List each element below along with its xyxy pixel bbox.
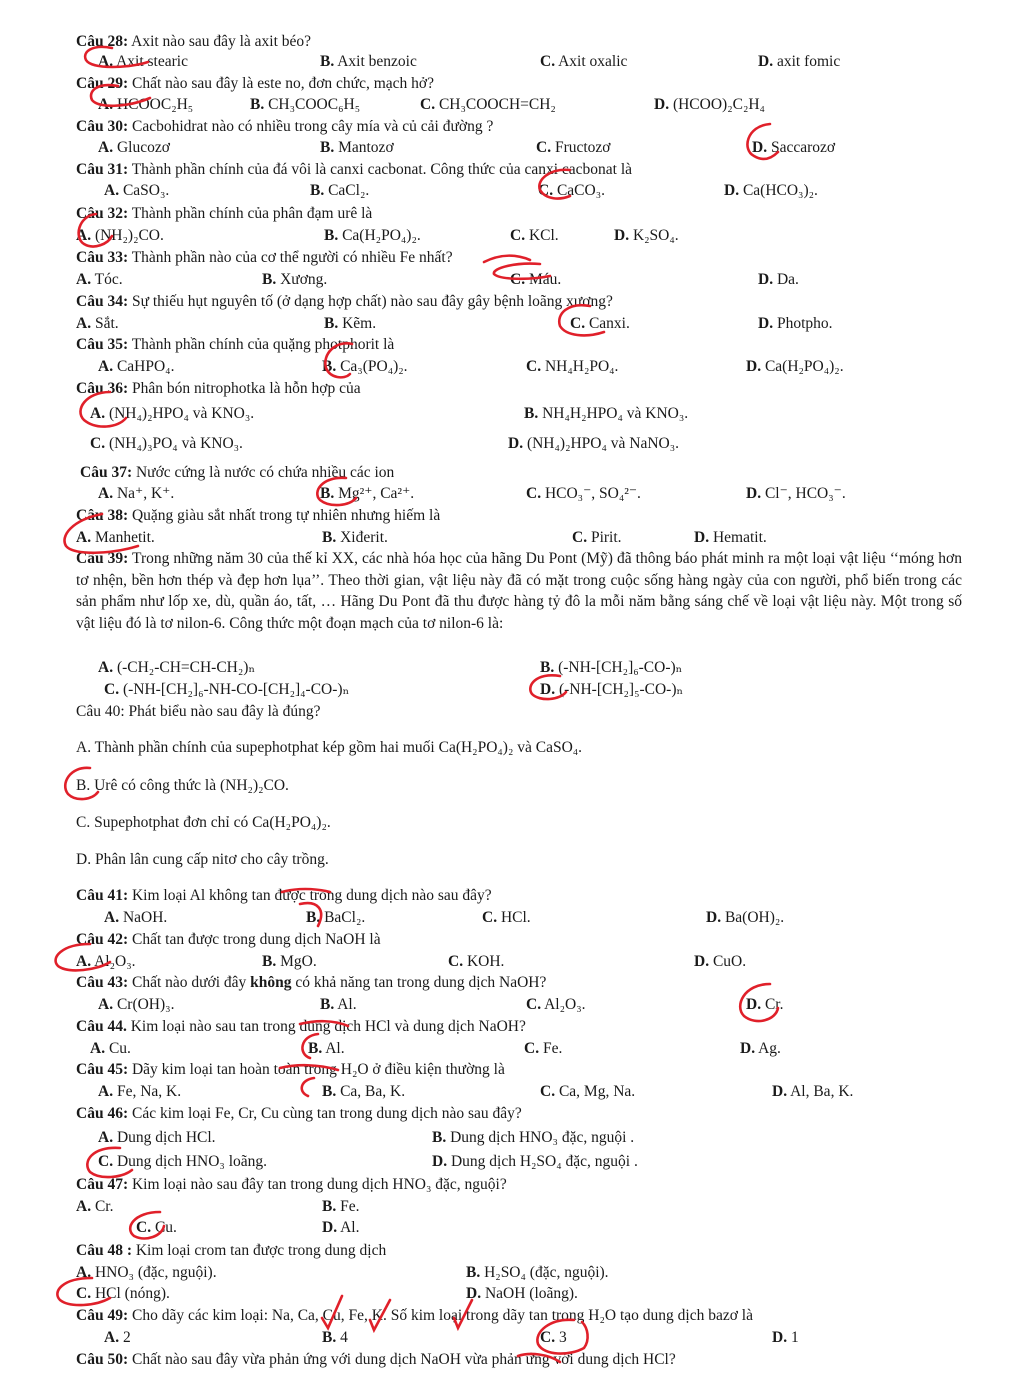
- option-a[interactable]: A. 2: [104, 1329, 131, 1346]
- option-c[interactable]: C. Cu.: [136, 1219, 177, 1236]
- option-b[interactable]: B. Al.: [320, 996, 357, 1013]
- option-c[interactable]: C. HCl.: [482, 909, 531, 926]
- option-b[interactable]: B. Ca(H₂PO₄)₂.: [324, 227, 421, 244]
- option-b[interactable]: B. CH₃COOC₆H₅: [250, 96, 361, 113]
- question-text: Axit nào sau đây là axit béo?: [128, 33, 312, 50]
- option-a[interactable]: A. CaHPO₄.: [98, 358, 175, 375]
- option-c[interactable]: C. Máu.: [510, 271, 562, 288]
- option-b[interactable]: B. CaCl₂.: [310, 182, 370, 199]
- question-label: Câu 28:: [76, 33, 129, 50]
- option-d[interactable]: D. Ba(OH)₂.: [706, 909, 785, 926]
- option-d[interactable]: D. Da.: [758, 271, 799, 288]
- underline-q33: [484, 256, 530, 262]
- option-d[interactable]: D. Dung dịch H₂SO₄ đặc, nguội .: [432, 1153, 638, 1170]
- option-c[interactable]: C. KOH.: [448, 953, 505, 970]
- option-d[interactable]: D. CuO.: [694, 953, 747, 970]
- option-a[interactable]: A. Al₂O₃.: [76, 953, 136, 970]
- option-a[interactable]: A. HNO₃ (đặc, nguội).: [76, 1264, 217, 1281]
- option-d[interactable]: D. axit fomic: [758, 53, 841, 70]
- option-c[interactable]: C. Axit oxalic: [540, 53, 628, 70]
- option-d[interactable]: D. Al, Ba, K.: [772, 1083, 854, 1100]
- option-b[interactable]: B. Mantozơ: [320, 139, 394, 156]
- option-a[interactable]: A. Cu.: [90, 1040, 131, 1057]
- option-c[interactable]: C. Dung dịch HNO₃ loãng.: [98, 1153, 268, 1170]
- option-d[interactable]: D. Ca(HCO₃)₂.: [724, 182, 818, 199]
- question-39: Câu 39: Trong những năm 30 của thế kỉ XX, các nhà hóa học của hãng Du Pont (Mỹ) đã thông báo phát minh ra một loại vật liệu ‘‘móng hơn tơ nhện, bền hơn thép và đẹp hơn lụa’’. Theo thời gian, vật liệu này đã có mặt trong cuộc sống hàng ngày của con người, phổ biến trong các sản phẩm như lốp xe, dù, quần áo, tất, … Hãng Du Pont đã thu được hàng tỷ đô la mỗi năm bằng sáng chế về loại vật liệu này. Một trong số vật liệu đó là tơ nilon-6. Công thức một đoạn mạch của tơ nilon-6 là:: [76, 550, 962, 632]
- option-d[interactable]: D. (NH₄)₂HPO₄ và NaNO₃.: [508, 435, 680, 452]
- option-a[interactable]: A. CaSO₃.: [104, 182, 170, 199]
- option-b[interactable]: B. NH₄H₂HPO₄ và KNO₃.: [524, 405, 689, 422]
- option-b[interactable]: B. Fe.: [322, 1198, 360, 1215]
- option-c[interactable]: C. Canxi.: [570, 315, 630, 332]
- option-d[interactable]: D. Ag.: [740, 1040, 781, 1057]
- option-b[interactable]: B. (-NH-[CH₂]₆-CO-)ₙ: [540, 659, 683, 676]
- emphasis-not: không: [250, 974, 292, 991]
- option-a[interactable]: A. Tóc.: [76, 271, 123, 288]
- option-b[interactable]: B. Ca, Ba, K.: [322, 1083, 406, 1100]
- option-a[interactable]: A. (NH₄)₂HPO₄ và KNO₃.: [90, 405, 255, 422]
- option-a[interactable]: A. Cr.: [76, 1198, 114, 1215]
- option-d[interactable]: D. (HCOO)₂C₂H₄: [654, 96, 765, 113]
- option-a[interactable]: A. Axit stearic: [98, 53, 188, 70]
- option-a[interactable]: A. Fe, Na, K.: [98, 1083, 182, 1100]
- option-c[interactable]: C. (-NH-[CH₂]₆-NH-CO-[CH₂]₄-CO-)ₙ: [104, 681, 350, 698]
- option-b[interactable]: B. BaCl₂.: [306, 909, 366, 926]
- option-b[interactable]: B. Xương.: [262, 271, 328, 288]
- option-b[interactable]: B. Al.: [308, 1040, 345, 1057]
- option-c[interactable]: C. HCl (nóng).: [76, 1285, 170, 1302]
- option-c[interactable]: C. Al₂O₃.: [526, 996, 586, 1013]
- option-d[interactable]: D. Cl⁻, HCO₃⁻.: [746, 485, 846, 502]
- option-b[interactable]: B. Ca₃(PO₄)₂.: [322, 358, 408, 375]
- option-b[interactable]: B. MgO.: [262, 953, 317, 970]
- option-c[interactable]: C. NH₄H₂PO₄.: [526, 358, 619, 375]
- option-c[interactable]: C. (NH₄)₃PO₄ và KNO₃.: [90, 435, 243, 452]
- option-d[interactable]: D. Photpho.: [758, 315, 833, 332]
- option-a[interactable]: A. Glucozơ: [98, 139, 170, 156]
- option-d[interactable]: D. Ca(H₂PO₄)₂.: [746, 358, 844, 375]
- option-b[interactable]: B. Xiđerit.: [322, 529, 388, 546]
- option-c[interactable]: C. Ca, Mg, Na.: [540, 1083, 636, 1100]
- option-b[interactable]: B. 4: [322, 1329, 348, 1346]
- option-d[interactable]: D. Hematit.: [694, 529, 767, 546]
- option-a[interactable]: A. Sắt.: [76, 315, 119, 332]
- option-a[interactable]: A. HCOOC₂H₅: [98, 96, 194, 113]
- option-b[interactable]: B. Kẽm.: [324, 315, 377, 332]
- option-a[interactable]: A. Dung dịch HCl.: [98, 1129, 216, 1146]
- option-c[interactable]: C. Pirit.: [572, 529, 622, 546]
- option-c[interactable]: C. HCO₃⁻, SO₄²⁻.: [526, 485, 641, 502]
- option-a[interactable]: A. NaOH.: [104, 909, 168, 926]
- option-d[interactable]: D. (-NH-[CH₂]₅-CO-)ₙ: [540, 681, 684, 698]
- option-b[interactable]: B. H₂SO₄ (đặc, nguội).: [466, 1264, 609, 1281]
- option-c[interactable]: C. CaCO₃.: [538, 182, 605, 199]
- option-a[interactable]: A. (NH₂)₂CO.: [76, 227, 164, 244]
- exam-page: Câu 28: Axit nào sau đây là axit béo? A. Axit stearic B. Axit benzoic C. Axit oxalic D. axit fomic Câu 29: Chất nào sau đây là este no, đơn chức, mạch hở? A. HCOOC₂H₅ B. CH₃COOC₆H₅ C. CH₃COOCH=CH₂ D. (HCOO)₂C₂H₄ Câu 30: Cacbohidrat nào có nhiều trong cây mía và củ cải đường ? A. Glucozơ B. Mantozơ C. Fructozơ D. Saccarozơ Câu 31: Thành phần chính của đá vôi là canxi cacbonat. Công thức của canxi cacbonat là A. CaSO₃. B. CaCl₂. C. CaCO₃. D. Ca(HCO₃)₂. Câu 32: Thành phần chính của phân đạm urê là A. (NH₂)₂CO. B. Ca(H₂PO₄)₂. C. KCl. D. K₂SO₄. Câu 33: Thành phần nào của cơ thể người có nhiều Fe nhất? A. Tóc. B. Xương. C. Máu. D. Da. Câu 34: Sự thiếu hụt nguyên tố (ở dạng hợp chất) nào sau đây gây bệnh loãng xương? A. Sắt. B. Kẽm. C. Canxi. D. Photpho. Câu 35: Thành phần chính của quặng photphorit là A. CaHPO₄. B. Ca₃(PO₄)₂. C. NH₄H₂PO₄. D. Ca(H₂PO₄)₂. Câu 36: Phân bón nitrophotka là hỗn hợp của A. (NH₄)₂HPO₄ và KNO₃. B. NH₄H₂HPO₄ và KNO₃. C. (NH₄)₃PO₄ và KNO₃. D. (NH₄)₂HPO₄ và NaNO₃. Câu 37: Nước cứng là nước có chứa nhiều các ion A. Na⁺, K⁺. B. Mg²⁺, Ca²⁺. C. HCO₃⁻, SO₄²⁻. D. Cl⁻, HCO₃⁻. Câu 38: Quặng giàu sắt nhất trong tự nhiên nhưng hiếm là A. Manhetit. B. Xiđerit. C. Pirit. D. Hematit. Câu 39: Trong những năm 30 của thế kỉ XX, các nhà hóa học của hãng Du Pont (Mỹ) đã thông báo phát minh ra một loại vật liệu ‘‘móng hơn tơ nhện, bền hơn thép và đẹp hơn lụa’’. Theo thời gian, vật liệu này đã có mặt trong cuộc sống hàng ngày của con người, phổ biến trong các sản phẩm như lốp xe, dù, quần áo, tất, … Hãng Du Pont đã thu được hàng tỷ đô la mỗi năm bằng sáng chế về loại vật liệu này. Một trong số vật liệu đó là tơ nilon-6. Công thức một đoạn mạch của tơ nilon-6 là: A. (-CH₂-CH=CH-CH₂)ₙ B. (-NH-[CH₂]₆-CO-)ₙ C. (-NH-[CH₂]₆-NH-CO-[CH₂]₄-CO-)ₙ D. (-NH-[CH₂]₅-CO-)ₙ Câu 40: Phát biểu nào sau đây là đúng? A. Thành phần chính của supephotphat kép gồm hai muối Ca(H₂PO₄)₂ và CaSO₄. B. Urê có công thức là (NH₂)₂CO. C. Supephotphat đơn chỉ có Ca(H₂PO₄)₂. D. Phân lân cung cấp nitơ cho cây trồng. Câu 41: Kim loại Al không tan được trong dung dịch nào sau đây? A. NaOH. B. BaCl₂. C. HCl. D. Ba(OH)₂. Câu 42: Chất tan được trong dung dịch NaOH là A. Al₂O₃. B. MgO. C. KOH. D. CuO. Câu 43: Chất nào dưới đây không có khả năng tan trong dung dịch NaOH? A. Cr(OH)₃. B. Al. C. Al₂O₃. D. Cr. Câu 44. Kim loại nào sau tan trong dung dịch HCl và dung dịch NaOH? A. Cu. B. Al. C. Fe. D. Ag. Câu 45: Dãy kim loại tan hoàn toàn trong H₂O ở điều kiện thường là A. Fe, Na, K. B. Ca, Ba, K. C. Ca, Mg, Na. D. Al, Ba, K. Câu 46: Các kim loại Fe, Cr, Cu cùng tan trong dung dịch nào sau đây? A. Dung dịch HCl. B. Dung dịch HNO₃ đặc, nguội . C. Dung dịch HNO₃ loãng. D. Dung dịch H₂SO₄ đặc, nguội . Câu 47: Kim loại nào sau đây tan trong dung dịch HNO₃ đặc, nguội? A. Cr. B. Fe. C. Cu. D. Al. Câu 48 : Kim loại crom tan được trong dung dịch A. HNO₃ (đặc, nguội). B. H₂SO₄ (đặc, nguội). C. HCl (nóng). D. NaOH (loãng). Câu 49: Cho dãy các kim loại: Na, Ca, Cu, Fe, K. Số kim loại trong dãy tan trong H₂O tạo dung dịch bazơ là A. 2 B. 4 C. 3 D. 1 Câu 50: Chất nào sau đây vừa phản ứng với dung dịch NaOH vừa phản ứng với dung dịch HCl?: [0, 0, 1024, 1398]
- option-c[interactable]: C. CH₃COOCH=CH₂: [420, 96, 556, 113]
- option-a[interactable]: A. (-CH₂-CH=CH-CH₂)ₙ: [98, 659, 256, 676]
- option-c[interactable]: C. KCl.: [510, 227, 559, 244]
- option-d[interactable]: D. K₂SO₄.: [614, 227, 679, 244]
- option-d[interactable]: D. Cr.: [746, 996, 784, 1013]
- answer-circle-45b: [302, 1078, 314, 1096]
- option-b[interactable]: B. Dung dịch HNO₃ đặc, nguội .: [432, 1129, 635, 1146]
- option-a[interactable]: A. Cr(OH)₃.: [98, 996, 175, 1013]
- option-d[interactable]: D. NaOH (loãng).: [466, 1285, 578, 1302]
- option-d[interactable]: D. Saccarozơ: [752, 139, 836, 156]
- option-c[interactable]: C. Fe.: [524, 1040, 563, 1057]
- option-a[interactable]: A. Na⁺, K⁺.: [98, 485, 175, 502]
- option-c[interactable]: C. 3: [540, 1329, 567, 1346]
- option-a[interactable]: A. Manhetit.: [76, 529, 155, 546]
- option-b[interactable]: B. Axit benzoic: [320, 53, 417, 70]
- option-d[interactable]: D. Al.: [322, 1219, 360, 1236]
- option-c[interactable]: C. Fructozơ: [536, 139, 611, 156]
- option-b[interactable]: B. Mg²⁺, Ca²⁺.: [320, 485, 415, 502]
- option-d[interactable]: D. 1: [772, 1329, 799, 1346]
